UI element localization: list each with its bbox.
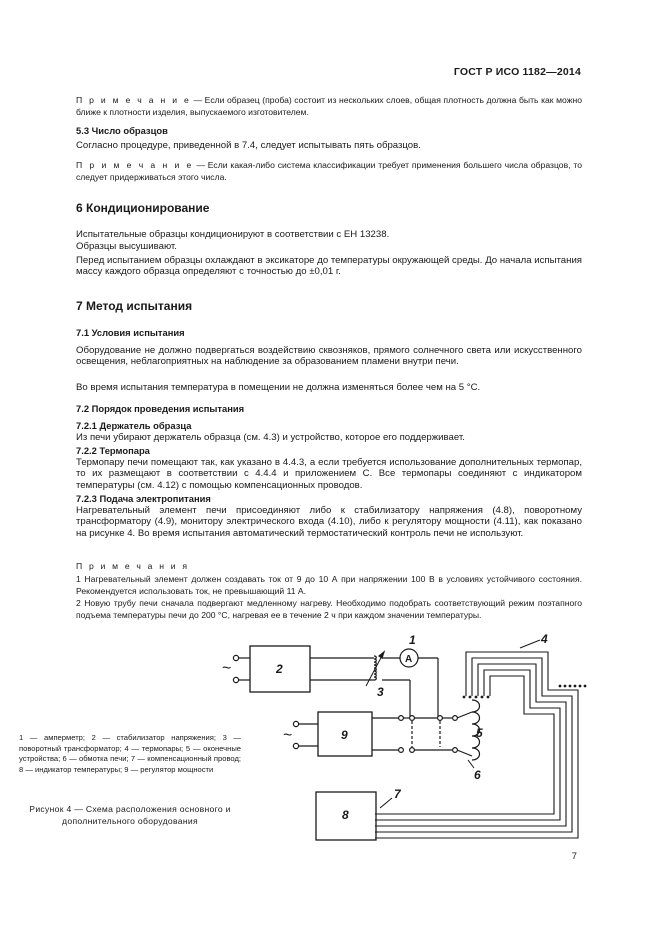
section-5-3-text: Согласно процедуре, приведенной в 7.4, следует испытывать пять образцов.	[76, 140, 421, 151]
page-number: 7	[571, 850, 577, 861]
figure-legend: 1 — амперметр; 2 — стабилизатор напряжения; 3 — поворотный трансформатор; 4 — термопары; 5 — оконечные устройства; 6 — обмотка печи; 7 — компенсационный провод; 8 — индикатор температуры; 9 — регулятор мощности	[19, 733, 241, 774]
ac-source-icon: ~	[222, 660, 232, 677]
section-7-2-1-title: 7.2.1 Держатель образца	[76, 420, 192, 431]
note-text: — Если образец (проба) состоит из нескольких слоев, общая плотность должна быть как можно ближе к плотности изделия, выпускаемого изготовителем.	[76, 95, 582, 117]
label-5: 5	[476, 726, 483, 740]
compensation-wires	[375, 686, 578, 838]
section-6-p2: Образцы высушивают.	[76, 241, 177, 252]
section-6-p1: Испытательные образцы кондиционируют в соответствии с ЕН 13238.	[76, 229, 390, 240]
figure-caption: Рисунок 4 — Схема расположения основного и дополнительного оборудования	[29, 804, 231, 826]
section-7-1-p1: Оборудование не должно подвергаться воздействию сквозняков, прямого солнечного света или искусственного освещения, неблагоприятных на наблюдение за образованием пламени внутри печи.	[76, 345, 582, 368]
section-7-2-3-title: 7.2.3 Подача электропитания	[76, 493, 211, 504]
note-label: П р и м е ч а н и е	[76, 95, 191, 105]
note-1: 1 Нагревательный элемент должен создавать ток от 9 до 10 А при напряжении 100 В в условиях устойчивого состояния. Рекомендуется использовать ток, не превышающий 11 А.	[76, 574, 582, 596]
section-7-2-3-text: Нагревательный элемент печи присоединяют либо к стабилизатору напряжения (4.8), поворотному трансформатору (4.9), монитору электрического входа (4.10), либо к регулятору мощности (4.11), как показано на рисунке 4. Во время испытания автоматический термостатический контроль печи не используют.	[76, 505, 582, 539]
note-text: — Если какая-либо система классификации требует применения большего числа образцов, то следует придерживаться этого числа.	[76, 160, 582, 182]
section-6-title: 6 Кондиционирование	[76, 201, 210, 215]
ac-source-icon: ~	[283, 727, 293, 744]
note-label: П р и м е ч а н и е	[76, 160, 194, 170]
section-7-2-title: 7.2 Порядок проведения испытания	[76, 403, 245, 414]
label-1: 1	[409, 633, 416, 647]
section-7-2-1-text: Из печи убирают держатель образца (см. 4.3) и устройство, которое его поддерживает.	[76, 432, 465, 443]
label-3: 3	[377, 685, 384, 699]
label-4: 4	[541, 632, 548, 646]
ammeter-symbol: A	[405, 654, 413, 665]
section-6-p3: Перед испытанием образцы охлаждают в эксикаторе до температуры окружающей среды. До начала испытания массу каждого образца определяют с точностью до ±0,01 г.	[76, 255, 582, 278]
note-2: 2 Новую трубу печи сначала подвергают медленному нагреву. Необходимо подобрать соответствующий режим поэтапного подъема температуры печи до 200 °С, нагревая ее в течение 2 ч при каждом значении температуры.	[76, 598, 582, 620]
notes-label: П р и м е ч а н и я	[76, 561, 190, 571]
label-2: 2	[276, 662, 283, 676]
label-7: 7	[394, 787, 401, 801]
section-7-1-title: 7.1 Условия испытания	[76, 327, 185, 338]
section-7-2-2-title: 7.2.2 Термопара	[76, 445, 150, 456]
section-7-1-p2: Во время испытания температура в помещении не должна изменяться более чем на 5 °С.	[76, 382, 481, 393]
label-9: 9	[341, 728, 348, 742]
section-5-3-title: 5.3 Число образцов	[76, 125, 168, 136]
label-8: 8	[342, 808, 349, 822]
label-6: 6	[474, 768, 481, 782]
document-code: ГОСТ Р ИСО 1182—2014	[453, 66, 581, 78]
section-7-title: 7 Метод испытания	[76, 299, 193, 313]
section-7-2-2-text: Термопару печи помещают так, как указано в 4.4.3, а если требуется использование дополнительных термопар, то их размещают в соответствии с 4.4.4 и приложением С. Все термопары соединяют с индикатором температуры (см. 4.12) с помощью компенсационных проводов.	[76, 457, 582, 491]
